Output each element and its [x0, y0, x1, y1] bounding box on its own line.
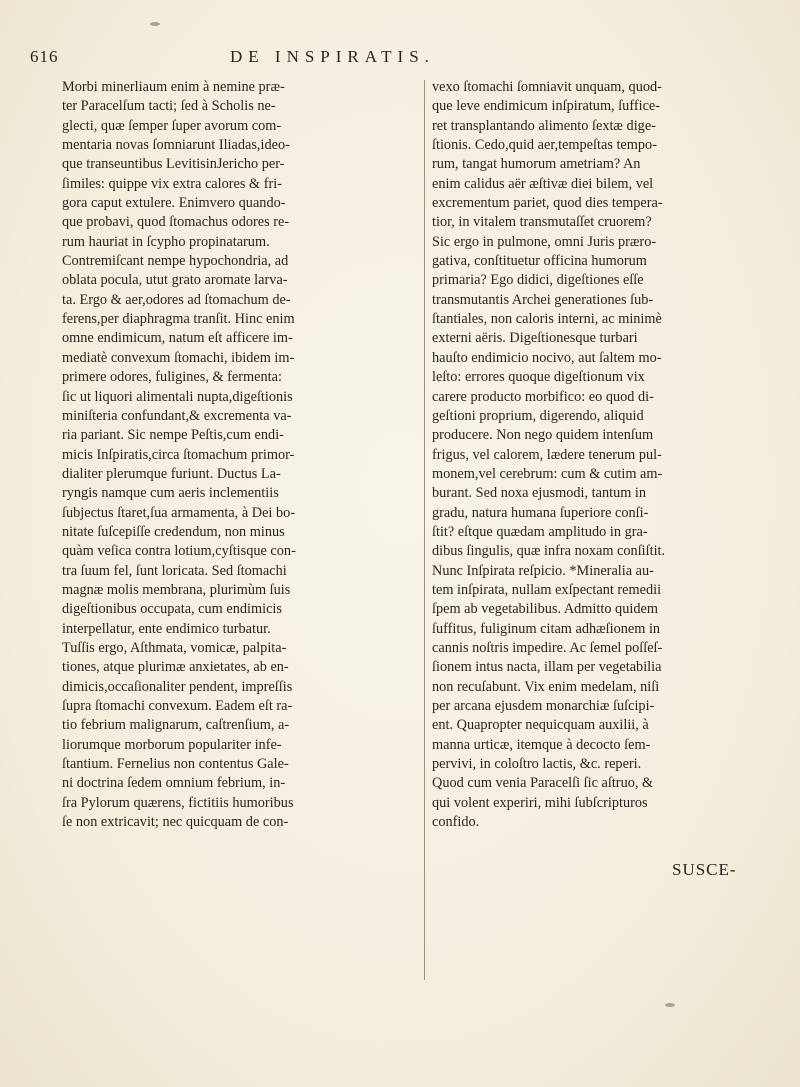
text-line: ſimiles: quippe vix extra calores & fri- [62, 175, 282, 192]
text-line: enim calidus aër æſtivæ diei bilem, vel [432, 175, 654, 192]
text-line: ſuffitus, fuliginum citam adhæſionem in [432, 620, 661, 637]
text-line: carere producto morbifico: eo quod di- [432, 388, 654, 405]
text-line: Sic ergo in pulmone, omni Juris præro- [432, 233, 657, 250]
text-line: tem inſpirata, nullam exſpectant remedii [432, 581, 662, 598]
ink-speck-mark [665, 1003, 675, 1007]
text-line: producere. Non nego quidem intenſum [432, 427, 654, 444]
right-text-column [432, 78, 776, 832]
text-line: mentaria novas ſomniarunt Iliadas,ideo- [62, 137, 290, 154]
text-line: Contremiſcant nempe hypochondria, ad [62, 253, 289, 270]
text-line: ent. Quapropter nequicquam auxilii, à [432, 717, 649, 734]
text-line: pervivi, in coloſtro lactis, &c. reperi. [432, 756, 642, 773]
text-line: micis Inſpiratis,circa ſtomachum primor- [62, 446, 295, 463]
text-line: mediatè convexum ſtomachi, ibidem im- [62, 349, 295, 366]
text-line: tiones, atque plurimæ anxietates, ab en- [62, 659, 289, 676]
text-line: que transeuntibus LevitisinJericho per- [62, 156, 285, 173]
text-line: rum, tangat humorum ametriam? An [432, 156, 641, 173]
text-line: omne endimicum, natum eſt afficere im- [62, 330, 293, 347]
text-line: non recuſabunt. Vix enim medelam, niſi [432, 678, 660, 695]
text-line: primere odores, fuligines, & fermenta: [62, 369, 282, 386]
left-text-column [62, 78, 420, 832]
text-line: gora caput extulere. Enimvero quando- [62, 195, 286, 212]
text-line: confido. [432, 814, 480, 831]
text-line: ſe non extricavit; nec quicquam de con- [62, 814, 289, 831]
text-line: tra ſuum fel, ſunt loricata. Sed ſtomachi [62, 562, 287, 579]
text-line: ta. Ergo & aer,odores ad ſtomachum de- [62, 291, 291, 308]
text-line: gativa, conſtituetur officina humorum [432, 253, 647, 270]
text-line: tior, in vitalem transmutaſſet cruorem? [432, 214, 652, 231]
text-line: ret transplantando alimento ſextæ dige- [432, 117, 656, 134]
text-line: ſionem intus nacta, illam per vegetabilia [432, 659, 662, 676]
text-line: ſubjectus ſtaret,ſua armamenta, à Dei bo- [62, 504, 296, 521]
text-line: monem,vel cerebrum: cum & cutim am- [432, 465, 663, 482]
text-line: externi aëris. Digeſtionesque turbari [432, 330, 638, 347]
text-line: oblata pocula, utut grato aromate larva- [62, 272, 288, 289]
text-line: ſtionis. Cedo,quid aer,tempeſtas tempo- [432, 137, 657, 154]
text-line: glecti, quæ ſemper ſuper avorum com- [62, 117, 282, 134]
text-line: nitate ſuſcepiſſe credendum, non minus [62, 523, 285, 540]
running-title: DE INSPIRATIS. [230, 47, 435, 66]
page-header [30, 47, 770, 69]
text-line: rum hauriat in ſcypho propinatarum. [62, 233, 270, 250]
text-line: ria pariant. Sic nempe Peſtis,cum endi- [62, 427, 284, 444]
text-line: dialiter plerumque furiunt. Ductus La- [62, 465, 281, 482]
text-line: digeſtionibus occupata, cum endimicis [62, 601, 282, 618]
text-line: dibus ſingulis, quæ infra noxam conſiſtit. [432, 543, 666, 560]
text-line: ſtantiales, non caloris interni, ac minimè [432, 311, 662, 328]
text-line: Tuſſis ergo, Aſthmata, vomicæ, palpita- [62, 639, 287, 656]
text-line: geſtioni proprium, digerendo, aliquid [432, 407, 644, 424]
text-line: frigus, vel calorem, lædere tenerum pul- [432, 446, 662, 463]
text-line: tio febrium malignarum, caſtrenſium, a- [62, 717, 290, 734]
text-line: miniſteria confundant,& excrementa va- [62, 407, 292, 424]
text-line: ſtit? eſtque quædam amplitudo in gra- [432, 523, 648, 540]
text-line: leſto: errores quoque digeſtionum vix [432, 369, 645, 386]
ink-speck-mark [150, 22, 160, 26]
text-line: manna urticæ, itemque à decocto ſem- [432, 736, 651, 753]
text-line: ryngis namque cum aeris inclementiis [62, 485, 279, 502]
text-line: quàm veſica contra lotium,cyſtisque con- [62, 543, 296, 560]
text-line: Nunc Inſpirata reſpicio. *Mineralia au- [432, 562, 654, 579]
text-line: ni doctrina ſedem omnium febrium, in- [62, 775, 286, 792]
text-line: vexo ſtomachi ſomniavit unquam, quod- [432, 79, 662, 95]
text-line: ferens,per diaphragma tranſit. Hinc enim [62, 311, 295, 328]
text-line: ſic ut liquori alimentali nupta,digeſtionis [62, 388, 293, 405]
text-line: liorumque morborum populariter infe- [62, 736, 282, 753]
page-number: 616 [30, 47, 59, 66]
text-line: ſupra ſtomachi convexum. Eadem eſt ra- [62, 698, 293, 714]
text-line: ſpem ab vegetabilibus. Admitto quidem [432, 601, 658, 618]
text-line: ſra Pylorum quærens, fictitiis humoribus [62, 794, 294, 811]
text-line: qui volent experiri, mihi ſubſcripturos [432, 794, 648, 811]
text-line: que probavi, quod ſtomachus odores re- [62, 214, 290, 231]
text-line: hauſto endimicio nocivo, aut ſaltem mo- [432, 349, 662, 366]
text-line: cannis noſtris impedire. Ac ſemel poſſeſ- [432, 639, 663, 656]
text-line: Morbi minerliaum enim à nemine præ- [62, 79, 285, 95]
text-line: primaria? Ego didici, digeſtiones eſſe [432, 272, 644, 289]
column-divider-rule [424, 80, 425, 980]
text-line: gradu, natura humana ſuperiore conſi- [432, 504, 649, 521]
text-line: ter Paracelſum tacti; ſed à Scholis ne- [62, 98, 276, 115]
text-line: per arcana ejusdem monarchiæ ſuſcipi- [432, 698, 655, 714]
text-line: interpellatur, ente endimico turbatur. [62, 620, 271, 637]
text-line: excrementum pariet, quod dies tempera- [432, 195, 663, 212]
text-line: que leve endimicum inſpiratum, ſuffice- [432, 98, 661, 115]
text-line: dimicis,occaſionaliter pendent, impreſſis [62, 678, 293, 695]
text-line: Quod cum venia Paracelſi ſic aſtruo, & [432, 775, 654, 792]
text-line: ſtantium. Fernelius non contentus Gale- [62, 756, 289, 773]
text-line: transmutantis Archei generationes ſub- [432, 291, 654, 308]
catchword: SUSCE- [672, 860, 737, 879]
text-line: burant. Sed noxa ejusmodi, tantum in [432, 485, 647, 502]
text-line: magnæ molis membrana, plurimùm ſuis [62, 581, 291, 598]
